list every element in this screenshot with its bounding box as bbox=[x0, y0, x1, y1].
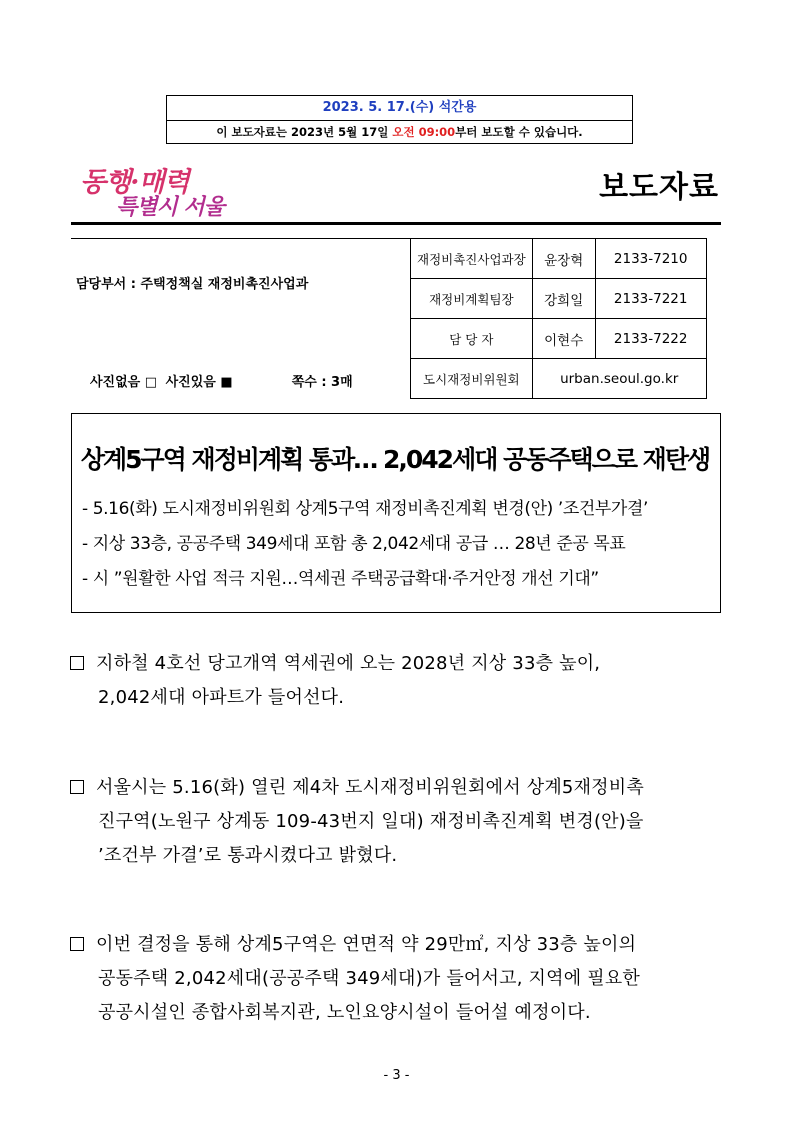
headline: 상계5구역 재정비계획 통과… 2,042세대 공동주택으로 재탄생 bbox=[80, 445, 710, 474]
page-number: - 3 - bbox=[383, 1068, 410, 1083]
paragraph-line: 공동주택 2,042세대(공공주택 349세대)가 들어서고, 지역에 필요한 bbox=[98, 968, 640, 989]
release-notice-before: 이 보도자료는 2023년 5월 17일 bbox=[216, 125, 393, 139]
department: 담당부서 : 주택정책실 재정비촉진사업과 bbox=[76, 277, 309, 292]
contact-row bbox=[411, 239, 707, 279]
contact-name: 이현수 bbox=[532, 319, 595, 359]
committee-row bbox=[411, 359, 707, 399]
logo-line1: 동행·매력 bbox=[80, 167, 189, 198]
has-photo-label: 사진있음 ■ bbox=[165, 375, 233, 390]
release-notice-time: 오전 09:00 bbox=[392, 125, 456, 139]
paragraph-line: 지하철 4호선 당고개역 역세권에 오는 2028년 지상 33층 높이, bbox=[96, 653, 601, 674]
contact-name: 강희일 bbox=[532, 279, 595, 319]
embargo-date: 2023. 5. 17.(수) 석간용 bbox=[167, 96, 632, 121]
committee-url[interactable]: urban.seoul.go.kr bbox=[532, 359, 706, 399]
logo-line2: 특별시 서울 bbox=[116, 194, 224, 220]
contact-phone: 2133-7221 bbox=[595, 279, 706, 319]
checkbox-bullet-icon bbox=[70, 780, 84, 794]
headline-box bbox=[71, 413, 721, 613]
contact-role: 재정비촉진사업과장 bbox=[411, 239, 533, 279]
paragraph-line: 2,042세대 아파트가 들어선다. bbox=[98, 687, 345, 708]
paragraph-line: 서울시는 5.16(화) 열린 제4차 도시재정비위원회에서 상계5재정비촉 bbox=[96, 777, 644, 798]
document-title: 보도자료 bbox=[599, 170, 719, 205]
paragraph bbox=[70, 928, 724, 1030]
paragraph-line: 공공시설인 종합사회복지관, 노인요양시설이 들어설 예정이다. bbox=[98, 1002, 591, 1023]
contact-name: 윤장혁 bbox=[532, 239, 595, 279]
no-photo-label: 사진없음 □ bbox=[90, 375, 158, 390]
paragraph-line: 이번 결정을 통해 상계5구역은 연면적 약 29만㎡, 지상 33층 높이의 bbox=[96, 934, 637, 955]
page-count: 쪽수 : 3매 bbox=[291, 375, 353, 390]
contact-role: 담 당 자 bbox=[411, 319, 533, 359]
release-notice-after: 부터 보도할 수 있습니다. bbox=[455, 125, 583, 139]
contact-role: 재정비계획팀장 bbox=[411, 279, 533, 319]
seoul-logo bbox=[80, 160, 240, 222]
paragraph bbox=[70, 771, 724, 873]
photo-info bbox=[90, 371, 357, 390]
contact-phone: 2133-7222 bbox=[595, 319, 706, 359]
contact-row bbox=[411, 279, 707, 319]
release-box bbox=[166, 95, 633, 144]
contact-table bbox=[410, 238, 707, 399]
paragraph bbox=[70, 647, 724, 715]
paragraph-line: 진구역(노원구 상계동 109-43번지 일대) 재정비촉진계획 변경(안)을 bbox=[98, 811, 644, 832]
subhead: - 지상 33층, 공공주택 349세대 포함 총 2,042세대 공급 … 28년 준공 목표 bbox=[82, 534, 626, 554]
contact-row bbox=[411, 319, 707, 359]
info-divider bbox=[71, 238, 410, 239]
subhead: - 5.16(화) 도시재정비위원회 상계5구역 재정비촉진계획 변경(안) ’조건부가결’ bbox=[82, 499, 648, 519]
paragraph-line: ’조건부 가결’로 통과시켰다고 밝혔다. bbox=[98, 845, 398, 866]
checkbox-bullet-icon bbox=[70, 937, 84, 951]
header-divider bbox=[71, 222, 721, 225]
subhead: - 시 ”원활한 사업 적극 지원…역세권 주택공급확대·주거안정 개선 기대” bbox=[82, 569, 599, 589]
committee-label: 도시재정비위원회 bbox=[411, 359, 533, 399]
checkbox-bullet-icon bbox=[70, 656, 84, 670]
release-notice bbox=[167, 121, 632, 144]
contact-phone: 2133-7210 bbox=[595, 239, 706, 279]
